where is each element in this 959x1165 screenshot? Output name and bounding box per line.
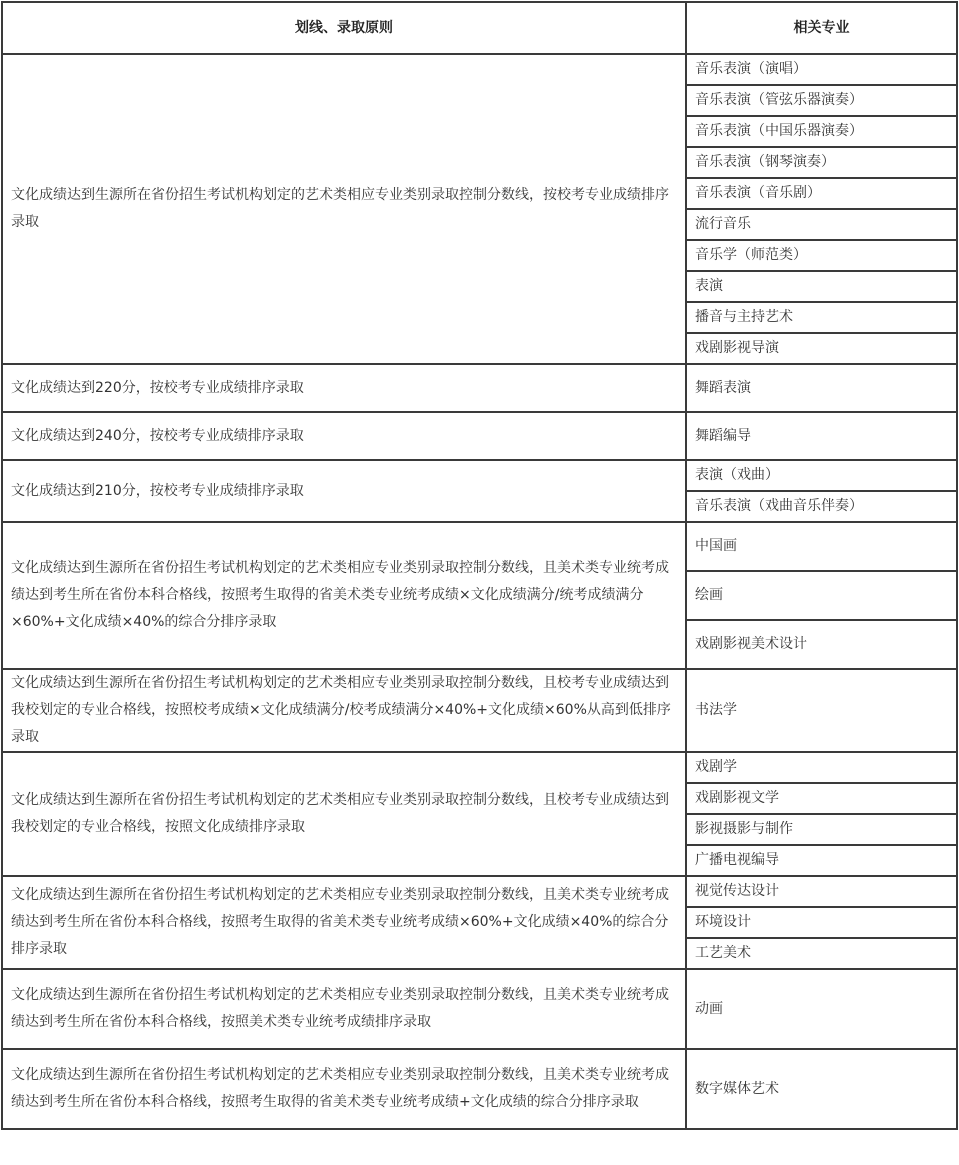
principle-cell: 文化成绩达到210分，按校考专业成绩排序录取	[2, 460, 686, 522]
table-row	[2, 522, 957, 571]
major-cell: 音乐表演（管弦乐器演奏）	[686, 85, 957, 116]
major-cell: 绘画	[686, 571, 957, 620]
principle-cell: 文化成绩达到生源所在省份招生考试机构划定的艺术类相应专业类别录取控制分数线，且美术类专业统考成绩达到考生所在省份本科合格线，按照考生取得的省美术类专业统考成绩×60%+文化成绩×40%的综合分排序录取	[2, 876, 686, 969]
table-body	[2, 54, 957, 1129]
major-cell: 戏剧影视美术设计	[686, 620, 957, 669]
major-cell: 工艺美术	[686, 938, 957, 969]
table-row	[2, 969, 957, 1049]
major-cell: 流行音乐	[686, 209, 957, 240]
major-cell: 音乐表演（钢琴演奏）	[686, 147, 957, 178]
table-row	[2, 412, 957, 460]
major-cell: 动画	[686, 969, 957, 1049]
major-cell: 音乐表演（戏曲音乐伴奏）	[686, 491, 957, 522]
major-cell: 表演（戏曲）	[686, 460, 957, 491]
principle-cell: 文化成绩达到生源所在省份招生考试机构划定的艺术类相应专业类别录取控制分数线，按校考专业成绩排序录取	[2, 54, 686, 364]
major-cell: 音乐学（师范类）	[686, 240, 957, 271]
major-cell: 中国画	[686, 522, 957, 571]
table-row	[2, 364, 957, 412]
principle-cell: 文化成绩达到240分，按校考专业成绩排序录取	[2, 412, 686, 460]
table-row	[2, 876, 957, 907]
header-majors: 相关专业	[686, 2, 957, 54]
major-cell: 数字媒体艺术	[686, 1049, 957, 1129]
principle-cell: 文化成绩达到生源所在省份招生考试机构划定的艺术类相应专业类别录取控制分数线，且校考专业成绩达到我校划定的专业合格线，按照文化成绩排序录取	[2, 752, 686, 876]
table-row	[2, 460, 957, 491]
major-cell: 舞蹈编导	[686, 412, 957, 460]
principle-cell: 文化成绩达到生源所在省份招生考试机构划定的艺术类相应专业类别录取控制分数线，且美术类专业统考成绩达到考生所在省份本科合格线，按照考生取得的省美术类专业统考成绩×文化成绩满分/统考成绩满分×60%+文化成绩×40%的综合分排序录取	[2, 522, 686, 669]
principle-cell: 文化成绩达到生源所在省份招生考试机构划定的艺术类相应专业类别录取控制分数线，且美术类专业统考成绩达到考生所在省份本科合格线，按照考生取得的省美术类专业统考成绩+文化成绩的综合分排序录取	[2, 1049, 686, 1129]
major-cell: 播音与主持艺术	[686, 302, 957, 333]
major-cell: 舞蹈表演	[686, 364, 957, 412]
major-cell: 影视摄影与制作	[686, 814, 957, 845]
major-cell: 环境设计	[686, 907, 957, 938]
major-cell: 音乐表演（演唱）	[686, 54, 957, 85]
principle-cell: 文化成绩达到220分，按校考专业成绩排序录取	[2, 364, 686, 412]
major-cell: 戏剧影视文学	[686, 783, 957, 814]
admission-table	[1, 1, 958, 1130]
table-row	[2, 54, 957, 85]
table-row	[2, 752, 957, 783]
major-cell: 音乐表演（音乐剧）	[686, 178, 957, 209]
major-cell: 广播电视编导	[686, 845, 957, 876]
header-principle: 划线、录取原则	[2, 2, 686, 54]
major-cell: 视觉传达设计	[686, 876, 957, 907]
major-cell: 戏剧学	[686, 752, 957, 783]
header-row	[2, 2, 957, 54]
major-cell: 音乐表演（中国乐器演奏）	[686, 116, 957, 147]
major-cell: 戏剧影视导演	[686, 333, 957, 364]
table-row	[2, 669, 957, 752]
principle-cell: 文化成绩达到生源所在省份招生考试机构划定的艺术类相应专业类别录取控制分数线，且美术类专业统考成绩达到考生所在省份本科合格线，按照美术类专业统考成绩排序录取	[2, 969, 686, 1049]
major-cell: 书法学	[686, 669, 957, 752]
major-cell: 表演	[686, 271, 957, 302]
table-row	[2, 1049, 957, 1129]
principle-cell: 文化成绩达到生源所在省份招生考试机构划定的艺术类相应专业类别录取控制分数线，且校考专业成绩达到我校划定的专业合格线，按照校考成绩×文化成绩满分/校考成绩满分×40%+文化成绩×60%从高到低排序录取	[2, 669, 686, 752]
